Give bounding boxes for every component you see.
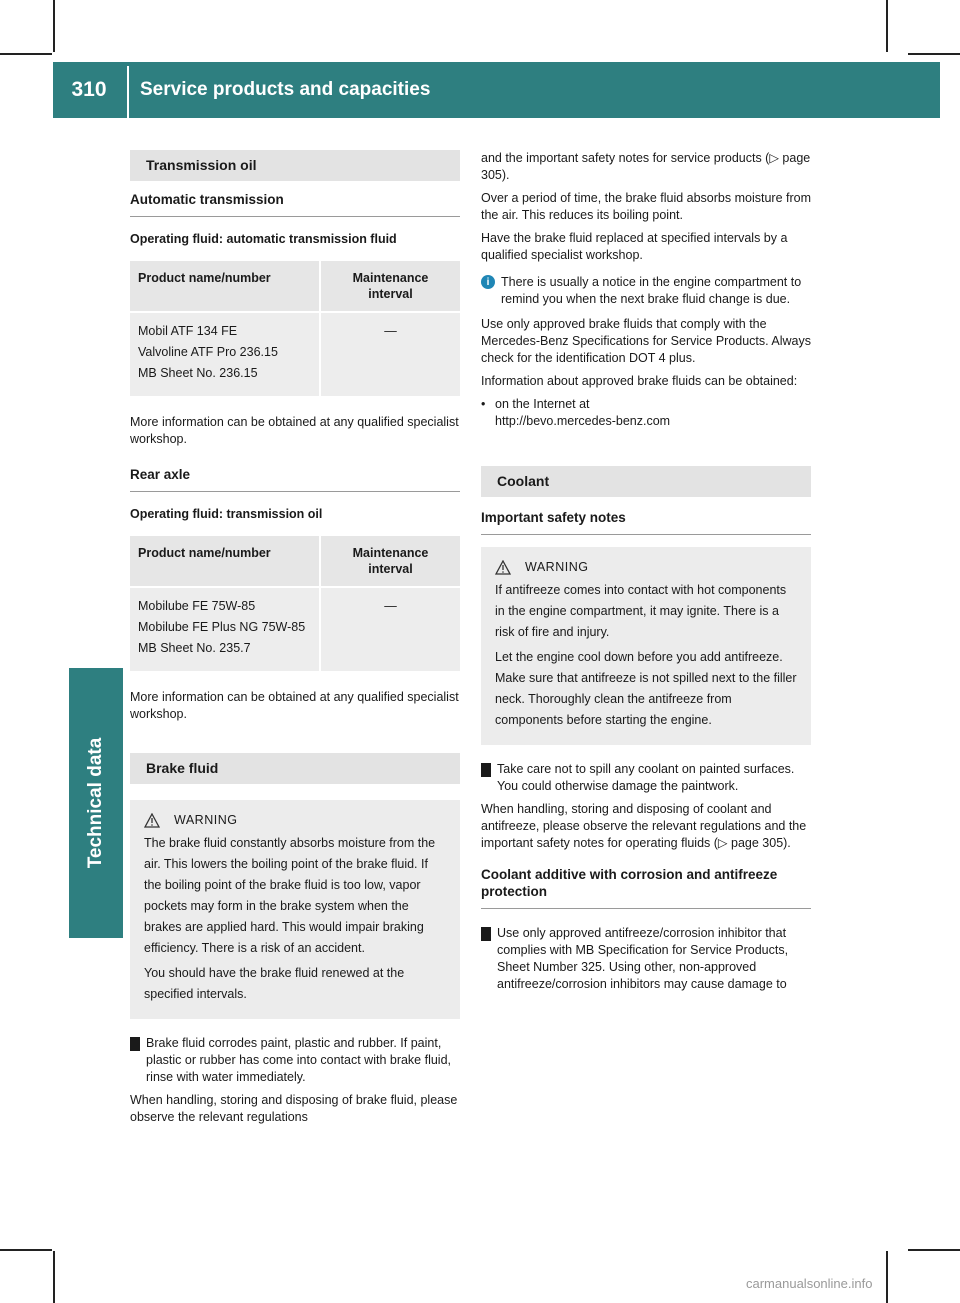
caution-text: Use only approved antifreeze/corrosion inhibitor that complies with MB Specification for Service Products, Sheet Number 325. Using other, non-approved antifreeze/corrosion inhibitors may cause damage to: [497, 926, 789, 991]
handling-text: When handling, storing and disposing of coolant and antifreeze, please observe the relevant regulations and the important safety notes for operating fluids (▷ page 305).: [481, 802, 807, 850]
table-header-interval: Maintenance interval: [320, 261, 460, 312]
table-cell-interval: —: [320, 312, 460, 396]
section-transmission-oil: Transmission oil: [130, 150, 460, 181]
body-text: Over a period of time, the brake fluid absorbs moisture from the air. This reduces its boiling point.: [481, 191, 812, 222]
caution-note: [130, 1035, 460, 1086]
crop-mark: [886, 1251, 888, 1303]
warning-title: [495, 557, 799, 578]
warning-triangle-icon: [495, 560, 511, 575]
info-text: There is usually a notice in the engine compartment to remind you when the next brake fluid change is due.: [501, 275, 802, 306]
header-separator: [127, 66, 129, 122]
handling-continued-text: and the important safety notes for service products (▷ page 305).: [481, 151, 811, 182]
warning-triangle-icon: [144, 813, 160, 828]
caution-note: [481, 925, 811, 993]
product-name: MB Sheet No. 236.15: [138, 366, 258, 380]
caution-note: [481, 761, 811, 795]
handling-text: When handling, storing and disposing of brake fluid, please observe the relevant regulations: [130, 1093, 458, 1124]
crop-mark: [908, 1249, 960, 1251]
table-cell-products: [130, 587, 320, 671]
table-row: [130, 312, 460, 396]
bullet-text: on the Internet at: [495, 397, 590, 411]
table-row: [130, 587, 460, 671]
caution-text: Take care not to spill any coolant on painted surfaces. You could otherwise damage the paintwork.: [497, 762, 795, 793]
subhead-automatic-transmission: Automatic transmission: [130, 191, 460, 217]
table-cell-products: [130, 312, 320, 396]
bevo-link[interactable]: http://bevo.mercedes-benz.com: [495, 414, 671, 428]
section-brake-fluid: Brake fluid: [130, 753, 460, 784]
page-title: Service products and capacities: [140, 79, 431, 100]
right-column: [481, 150, 811, 993]
bullet-icon: •: [481, 397, 486, 411]
list-item: [481, 396, 811, 430]
info-icon: i: [481, 275, 495, 289]
more-info-text: More information can be obtained at any qualified specialist workshop.: [130, 690, 459, 721]
warning-box: [481, 547, 811, 745]
operating-fluid-heading: Operating fluid: automatic transmission fluid: [130, 232, 397, 246]
table-header-product: Product name/number: [130, 536, 320, 587]
body-text: Use only approved brake fluids that comply with the Mercedes-Benz Specifications for Service Products. Always check for the identification DOT 4 plus.: [481, 317, 811, 365]
product-name: Mobilube FE Plus NG 75W-85: [138, 620, 306, 634]
watermark: carmanualsonline.info: [746, 1276, 873, 1291]
product-table: [130, 536, 460, 671]
bullet-body: [495, 396, 670, 430]
warning-text: Let the engine cool down before you add antifreeze. Make sure that antifreeze is not spilled next to the filler neck. Thoroughly clean the antifreeze from components before starting the engine.: [495, 650, 797, 727]
warning-text: The brake fluid constantly absorbs moisture from the air. This lowers the boiling point of the brake fluid. If the boiling point of the brake fluid is too low, vapor pockets may form in the brake system when the brakes are applied hard. This would impair braking efficiency. There is a risk of an accident.: [144, 836, 436, 955]
table-header-row: [130, 536, 460, 587]
operating-fluid-heading: Operating fluid: transmission oil: [130, 507, 323, 521]
crop-mark: [0, 1249, 52, 1251]
product-name: Valvoline ATF Pro 236.15: [138, 345, 278, 359]
table-header-row: [130, 261, 460, 312]
product-name: Mobil ATF 134 FE: [138, 324, 238, 338]
side-tab: [69, 668, 123, 938]
warning-text: If antifreeze comes into contact with hot components in the engine compartment, it may ignite. There is a risk of fire and injury.: [495, 583, 787, 639]
exclamation-icon: [481, 927, 491, 941]
warning-label: WARNING: [174, 813, 238, 827]
table-header-interval: Maintenance interval: [320, 536, 460, 587]
crop-mark: [53, 0, 55, 52]
warning-label: WARNING: [525, 560, 589, 574]
more-info-text: More information can be obtained at any qualified specialist workshop.: [130, 415, 459, 446]
product-name: Mobilube FE 75W-85: [138, 599, 256, 613]
crop-mark: [886, 0, 888, 52]
left-column: [130, 150, 460, 1132]
body-text: Information about approved brake fluids can be obtained:: [481, 374, 798, 388]
table-header-product: Product name/number: [130, 261, 320, 312]
page-number: 310: [71, 78, 107, 101]
product-table: [130, 261, 460, 396]
caution-text: Brake fluid corrodes paint, plastic and rubber. If paint, plastic or rubber has come into contact with brake fluid, rinse with water immediately.: [146, 1036, 452, 1084]
info-note: [481, 274, 811, 308]
warning-box: [130, 800, 460, 1019]
body-text: Have the brake fluid replaced at specified intervals by a qualified specialist workshop.: [481, 231, 788, 262]
subhead-important-safety-notes: Important safety notes: [481, 509, 811, 535]
exclamation-icon: [481, 763, 491, 777]
product-name: MB Sheet No. 235.7: [138, 641, 251, 655]
warning-text: You should have the brake fluid renewed at the specified intervals.: [144, 966, 405, 1001]
crop-mark: [0, 53, 52, 55]
side-tab-label: Technical data: [85, 737, 106, 869]
subhead-coolant-additive: Coolant additive with corrosion and antifreeze protection: [481, 866, 811, 909]
exclamation-icon: [130, 1037, 140, 1051]
table-cell-interval: —: [320, 587, 460, 671]
warning-title: [144, 810, 448, 831]
crop-mark: [908, 53, 960, 55]
subhead-rear-axle: Rear axle: [130, 466, 460, 492]
section-coolant: Coolant: [481, 466, 811, 497]
crop-mark: [53, 1251, 55, 1303]
